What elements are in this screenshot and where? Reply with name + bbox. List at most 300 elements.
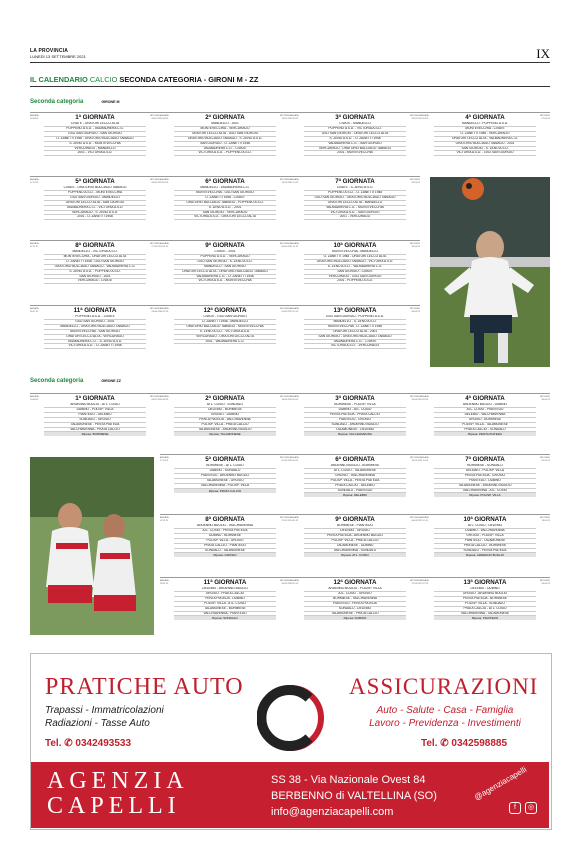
banner-rule	[30, 86, 550, 87]
match-row: PENTA PIATEDA - PRATA CALCIO	[304, 413, 406, 418]
match-row: VALCHIAVENNA - TALAMONESE	[434, 612, 536, 617]
match-row: CIVATE - GSO SAN GIORGIO	[174, 315, 276, 320]
bye-team: Riposa: BORMIESE	[44, 432, 146, 436]
match-row: PIANTEDO - DUBINO	[434, 479, 536, 484]
match-row: ORATORI LECCO ALTA - MANDELLO	[304, 201, 406, 206]
match-row: MONTEVECCHIA - MANDELLO	[304, 250, 406, 255]
matchday-title: 10ª GIORNATA	[333, 242, 377, 249]
match-row: O. ZANETTI 1948 - ORATORI LECCO ALTA	[304, 255, 406, 260]
match-row: SAN GIORGIO - S. ZENO A.S.D.	[434, 147, 536, 152]
match-row: POPPENO A.S.D. - VICTORIA A.S.D.	[304, 127, 406, 132]
match-row: VERCURAGO - CIVATE	[44, 279, 146, 284]
match-row: ATL. COSIO - SONDALO	[174, 403, 276, 408]
bye-team: Riposa: DUBINO	[304, 616, 406, 620]
ritorno-date: RITORNO 06.03.22	[149, 179, 160, 184]
match-list	[174, 464, 276, 489]
match-row: SAN GIORGIO - 2001	[44, 275, 146, 280]
banner-kicker: IL CALENDARIO	[30, 75, 88, 84]
facebook-icon[interactable]: f	[509, 802, 521, 814]
match-list	[174, 587, 276, 616]
match-row: BORMIESE - SONDALO	[434, 464, 536, 469]
match-row: VERCURAGO - S. ZENO A.S.D.	[44, 211, 146, 216]
ritorno-date: RITORNO 27.03.22	[149, 243, 160, 248]
match-list	[304, 122, 406, 156]
section-group: GIRONE M	[101, 100, 120, 104]
match-row: MONTEVECCHIA - SAN GIORGIO	[44, 330, 146, 335]
match-row: SONDALO - TALAMONESE	[174, 549, 276, 554]
bye-team: Riposa: GROSIO	[174, 553, 276, 557]
matchday-card	[160, 514, 290, 557]
match-row: ATL. COSIO - DELEBIO	[434, 524, 536, 529]
ad-left-phone[interactable]: Tel. ✆ 0342493533	[45, 738, 132, 749]
bye-team: Riposa: PENTA PIATEDA	[434, 432, 536, 436]
match-list	[304, 403, 406, 432]
match-row: ATL. COSIO - TALAMONESE	[304, 469, 406, 474]
match-row: MANDELLO - VALMADRERA C.G.	[174, 186, 276, 191]
match-row: DUBINO - SONDALO	[174, 469, 276, 474]
matchday-title: 5ª GIORNATA	[205, 456, 245, 463]
match-row: O. ZANETTI 1948 - GSO SAN GIORGIO	[44, 260, 146, 265]
match-row: PENTA PIATEDA - VALCHIAVENNA	[174, 418, 276, 423]
match-row: PIANTEDO - TALAMONESE	[434, 539, 536, 544]
match-row: MONTEVECCHIA - VERCURAGO	[174, 127, 276, 132]
page-banner	[30, 75, 258, 84]
match-row: SONDALO - PIANTEDO	[304, 489, 406, 494]
matchday-card	[290, 240, 420, 284]
andata-date: ANDATA 07.11.21	[160, 517, 169, 522]
ritorno-date: RITORNO 08.05.22	[409, 308, 420, 313]
football-action-photo	[430, 177, 550, 367]
match-row: 2001 - POPPENO A.S.D.	[304, 279, 406, 284]
match-row: GSO SAN GIORGIO - ORATORIO BULCIAGO TABIAGO	[304, 196, 406, 201]
match-row: TALAMONESE - ARDENNO BUGLIO	[434, 484, 536, 489]
matchday-title: 3ª GIORNATA	[335, 395, 375, 402]
matchday-card	[30, 112, 160, 156]
publication-date: LUNEDÌ 13 SETTEMBRE 2021	[30, 54, 86, 59]
match-row: BORMIESE - ATL. COSIO	[174, 464, 276, 469]
matchday-title: 2ª GIORNATA	[205, 395, 245, 402]
matchday-title: 3ª GIORNATA	[335, 114, 375, 121]
match-row: ORATORIO BULCIAGO TABIAGO - VALMADRERA C.G.	[44, 265, 146, 270]
match-row: VALCHIAVENNA - PRATA CALCIO	[44, 428, 146, 433]
match-row: ORATORI LECCO ALTA - SAN GIORGIO	[44, 201, 146, 206]
match-row: ORATORI LECCO ALTA - 2001	[304, 330, 406, 335]
match-row: O. ZANETTI 1948 - VERCURAGO	[434, 132, 536, 137]
match-row: ARDENNO BUGLIO - POLISP. VILLA	[304, 587, 406, 592]
match-row: ORATORIO BULCIAGO TABIAGO - S. ZENO A.S.D.	[174, 137, 276, 142]
match-row: VICTORIA A.S.D. - ORATORI LECCO ALTA	[174, 215, 276, 220]
match-list	[44, 403, 146, 432]
match-row: VICTORIA A.S.D. - SAN GIORGIO	[304, 211, 406, 216]
match-row: VALMADRERA C.G. - CIVATE	[174, 147, 276, 152]
section-girone-zz	[30, 378, 121, 384]
ritorno-date: RITORNO 10.04.22	[409, 243, 420, 248]
ritorno-date: RITORNO 01.05.22	[279, 308, 290, 313]
match-row: PENTA PIATEDA - ARDENNO BUGLIO	[304, 534, 406, 539]
section-girone-m	[30, 99, 120, 105]
page-number: IX	[536, 46, 550, 61]
ad-social-handle[interactable]: @agenziacapelli	[472, 764, 529, 803]
matchday-title: 7ª GIORNATA	[465, 456, 505, 463]
banner-title: SECONDA CATEGORIA - GIRONI M - ZZ	[119, 75, 259, 84]
ad-right-phone[interactable]: Tel. ✆ 0342598885	[421, 738, 508, 749]
match-list	[434, 464, 536, 493]
match-row: GSO SAN GIORGIO - S. ZENO A.S.D.	[174, 260, 276, 265]
match-row: S. ZENO A.S.D. - O. ZANETTI 1948	[304, 137, 406, 142]
match-row: GROSIO - DUBINO	[174, 413, 276, 418]
match-row: VALMADRERA C.G. - O. ZANETTI 1948	[174, 275, 276, 280]
ritorno-date: RITORNO 20.03.22	[409, 179, 420, 184]
match-row: MANDELLO - POPPENO A.S.D.	[434, 122, 536, 127]
matchday-title: 13ª GIORNATA	[333, 307, 377, 314]
matchday-title: 6ª GIORNATA	[205, 178, 245, 185]
match-row: TALAMONESE - ARDENNO BUGLIO	[174, 428, 276, 433]
matchday-title: 2ª GIORNATA	[205, 114, 245, 121]
match-row: DELEBIO - VALCHIAVENNA	[434, 413, 536, 418]
match-list	[304, 587, 406, 616]
match-row: VALMADRERA C.G. - CIVATE	[304, 340, 406, 345]
match-list	[434, 587, 536, 616]
matchday-title: 7ª GIORNATA	[335, 178, 375, 185]
agency-advertisement	[30, 653, 552, 830]
match-row: GSO SAN GIORGIO - MANDELLO	[44, 196, 146, 201]
matchday-card	[290, 514, 420, 557]
match-list	[174, 250, 276, 284]
match-row: S. ZENO A.S.D. - 2001	[174, 206, 276, 211]
match-row: PIANTEDO - PENTA PIATEDA	[304, 602, 406, 607]
match-row: VICTORIA A.S.D. - VERCURAGO	[304, 344, 406, 349]
match-row: VALMADRERA C.G. - S. ZENO A.S.D.	[44, 340, 146, 345]
matchday-title: 8ª GIORNATA	[75, 242, 115, 249]
andata-date: ANDATA 26.09.21	[160, 115, 169, 120]
matchday-title: 9ª GIORNATA	[335, 516, 375, 523]
match-row: ARDENNO BUGLIO - ATL. COSIO	[44, 403, 146, 408]
match-row: VALCHIAVENNA - PIANTEDO	[174, 612, 276, 617]
matchday-title: 1ª GIORNATA	[75, 114, 115, 121]
match-row: GSO SAN GIORGIO - ORATORI LECCO ALTA	[304, 132, 406, 137]
ad-logo	[257, 684, 325, 752]
match-row: PENTA PIATEDA - BORMIESE	[434, 597, 536, 602]
andata-date: ANDATA 28.11.21	[30, 308, 39, 313]
match-row: VERCURAGO - MANDELLO	[44, 147, 146, 152]
matchday-title: 5ª GIORNATA	[75, 178, 115, 185]
matchday-card	[290, 176, 420, 220]
ritorno-date: RITORNO 06.02.22	[149, 115, 160, 120]
match-row: GROSIO - ARDENNO BUGLIO	[434, 592, 536, 597]
match-row: MONTEVECCHIA - O. ZANETTI 1948	[304, 325, 406, 330]
andata-date: ANDATA 05.12.21	[290, 580, 299, 585]
match-row: PIANTEDO - ARDENNO BUGLIO	[174, 474, 276, 479]
matchday-title: 1ª GIORNATA	[75, 395, 115, 402]
match-row: TALAMONESE - DELEBIO	[304, 428, 406, 433]
match-row: SONDALO - ARDENNO BUGLIO	[304, 423, 406, 428]
match-row: ATL. COSIO - GROSIO	[304, 592, 406, 597]
andata-date: ANDATA 21.11.21	[420, 517, 429, 522]
match-row: PRATA CALCIO - ATL. COSIO	[434, 607, 536, 612]
matchday-title: 12ª GIORNATA	[333, 579, 377, 586]
match-row: PRATA CALCIO - DELEBIO	[304, 484, 406, 489]
match-row: VALCHIAVENNA - POLISP. VILLA	[174, 484, 276, 489]
bye-team: Riposa: PRATA CALCIO	[174, 489, 276, 493]
match-list	[44, 315, 146, 349]
match-row: BORMIESE - PIANTEDO	[304, 524, 406, 529]
matchday-card	[290, 305, 420, 349]
andata-date: ANDATA 03.10.21	[290, 115, 299, 120]
match-row: VERCURAGO - ORATORI LECCO ALTA	[174, 335, 276, 340]
match-row: SONDALO - PENTA PIATEDA	[434, 549, 536, 554]
match-row: ORATORIO BULCIAGO TABIAGO - 2001	[434, 142, 536, 147]
match-list	[304, 524, 406, 553]
match-row: POLISP. VILLA - ATL. COSIO	[174, 602, 276, 607]
ritorno-date: RITORNO 13.03.22	[279, 179, 290, 184]
match-row: POLISP. VILLA - PENTA PIATEDA	[304, 479, 406, 484]
match-row: GROSIO - POLISP. VILLA	[434, 534, 536, 539]
matchday-title: 9ª GIORNATA	[205, 242, 245, 249]
match-row: VERCURAGO - ORATORIO BULCIAGO TABIAGO	[304, 147, 406, 152]
ritorno-date: RITORNO 20.02.22	[409, 115, 420, 120]
match-row: CIVATE - S. ZENO A.S.D.	[304, 186, 406, 191]
match-row: DELEBIO - ARDENNO BUGLIO	[174, 587, 276, 592]
andata-date: ANDATA 26.09.21	[160, 396, 169, 401]
matchday-card	[30, 240, 160, 284]
section-label: Seconda categoria	[30, 99, 84, 105]
match-row: PENTA PIATEDA - DUBINO	[174, 597, 276, 602]
match-list	[44, 186, 146, 220]
match-row: PIANTEDO - GROSIO	[304, 418, 406, 423]
andata-date: ANDATA 10.10.21	[420, 396, 429, 401]
match-list	[434, 122, 536, 156]
match-list	[304, 315, 406, 349]
andata-date: ANDATA 17.10.21	[30, 179, 39, 184]
match-list	[304, 186, 406, 220]
bye-team: Riposa: ARDENNO BUGLIO	[434, 553, 536, 557]
match-row: PENTA PIATEDA - GROSIO	[434, 474, 536, 479]
match-row: ARDENNO BUGLIO - BORMIESE	[304, 464, 406, 469]
match-row: SAN GIORGIO - ORATORIO BULCIAGO TABIAGO	[304, 335, 406, 340]
andata-date: ANDATA 19.09.21	[30, 396, 39, 401]
match-row: POPPENO A.S.D. - CIVATE	[44, 315, 146, 320]
match-row: MONTEVECCHIA - GSO SAN GIORGIO	[174, 191, 276, 196]
matchday-card	[420, 514, 550, 557]
ad-agency-name: AGENZIA CAPELLI	[47, 768, 189, 819]
match-list	[304, 464, 406, 493]
match-row: TALAMONESE - PENTA PIATEDA	[44, 423, 146, 428]
match-row: VERCURAGO - GSO SAN GIORGIO	[304, 275, 406, 280]
andata-date: ANDATA 05.12.21	[160, 308, 169, 313]
match-row: O. ZANETTI 1948 - CIVATE	[174, 196, 276, 201]
bye-team: Riposa: DELEBIO	[304, 493, 406, 497]
team-celebration-photo	[30, 457, 154, 635]
match-row: O. ZANETTI 1948 - ORATORIO BULCIAGO TABIAGO	[44, 137, 146, 142]
match-row: CIVATE - ORATORIO BULCIAGO TABIAGO	[44, 186, 146, 191]
match-row: MANDELLO - S. ZENO A.S.D.	[304, 320, 406, 325]
ritorno-date: RITORNO 06.03.22	[409, 517, 420, 522]
ritorno-date: RITORNO 13.02.22	[279, 115, 290, 120]
matchday-title: 4ª GIORNATA	[465, 395, 505, 402]
andata-date: ANDATA 31.10.21	[290, 179, 299, 184]
matchday-card	[420, 454, 550, 497]
match-list	[44, 122, 146, 156]
match-row: BORMIESE - POLISP. VILLA	[304, 403, 406, 408]
match-row: DUBINO - POLISP. VILLA	[44, 408, 146, 413]
ritorno-date: RITORNO 27.02.22	[279, 517, 290, 522]
ad-address: SS 38 - Via Nazionale Ovest 84 BERBENNO di VALTELLINA (SO) info@agenziacapelli.com	[271, 774, 437, 818]
matchday-card	[160, 454, 290, 493]
matchday-card	[160, 305, 290, 344]
match-row: VALMADRERA C.G. - MONTEVECCHIA	[304, 206, 406, 211]
match-row: VICTORIA A.S.D. - MONTEVECCHIA	[174, 279, 276, 284]
match-row: MANDELLO - SAN GIORGIO	[174, 265, 276, 270]
matchday-card	[290, 112, 420, 156]
match-row: MANDELLO - 2001	[174, 122, 276, 127]
match-row: VALMADRERA C.G. - VICTORIA A.S.D.	[44, 206, 146, 211]
match-row: SONDALO - DELEBIO	[304, 607, 406, 612]
ad-right-services: Auto - Salute - Casa - Famiglia Lavoro - Previdenza - Investimenti	[369, 705, 521, 729]
match-list	[174, 315, 276, 344]
matchday-card	[420, 577, 550, 620]
ritorno-date: RITORNO 23.04.22	[409, 396, 420, 401]
match-list	[174, 524, 276, 553]
match-row: 2001 - MONTEVECCHIA	[304, 151, 406, 156]
match-row: VICTORIA A.S.D. - POPPENO A.S.D.	[174, 151, 276, 156]
match-list	[44, 250, 146, 284]
bye-team: Riposa: VALCHIAVENNA	[304, 432, 406, 436]
match-row: DELEBIO - POLISP. VILLA	[434, 469, 536, 474]
match-list	[174, 403, 276, 432]
andata-date: ANDATA 28.11.21	[160, 580, 169, 585]
matchday-title: 13ª GIORNATA	[463, 579, 507, 586]
match-row: DELEBIO - DUBINO	[434, 587, 536, 592]
match-row: CIVATE - MANDELLO	[304, 122, 406, 127]
match-row: DELEBIO - GROSIO	[304, 529, 406, 534]
match-row: BORMIESE - VALCHIAVENNA	[304, 597, 406, 602]
page-header	[30, 48, 550, 59]
instagram-icon[interactable]: ◎	[525, 802, 537, 814]
match-row: PRATA CALCIO - PIANTEDO	[174, 544, 276, 549]
andata-date: ANDATA 10.10.21	[420, 115, 429, 120]
match-row: VALCHIAVENNA - SONDALO	[304, 549, 406, 554]
bye-team: Riposa: ATL. COSIO	[304, 553, 406, 557]
matchday-card	[290, 454, 420, 497]
andata-date: ANDATA 24.10.21	[160, 179, 169, 184]
match-row: S. ZENO A.S.D. - VICTORIA A.S.D.	[174, 330, 276, 335]
ritorno-date: RITORNO 24.04.22	[149, 308, 160, 313]
match-row: MONTEVECCHIA - CIVATE	[434, 127, 536, 132]
matchday-card	[420, 112, 550, 156]
match-row: VICTORIA A.S.D. - O. ZANETTI 1948	[44, 344, 146, 349]
section-group: GIRONE ZZ	[101, 379, 121, 383]
ritorno-date: RITORNO 20.02.22	[539, 457, 550, 462]
header-rule	[30, 62, 550, 63]
match-list	[434, 524, 536, 553]
bye-team: Riposa: TALAMONESE	[174, 432, 276, 436]
match-list	[174, 122, 276, 156]
match-row: SONDALO - GROSIO	[44, 418, 146, 423]
match-row: ORATORI LECCO ALTA - VERCURAGO	[44, 335, 146, 340]
match-row: 2001 - VALMADRERA C.G.	[174, 340, 276, 345]
match-row: GROSIO - BORMIESE	[434, 418, 536, 423]
match-row: MONTEVECCHIA - ORATORI LECCO ALTA	[44, 255, 146, 260]
match-row: ORATORIO BULCIAGO TABIAGO - MONTEVECCHIA	[174, 325, 276, 330]
match-row: ATL. COSIO - PIANTEDO	[434, 408, 536, 413]
match-row: POLISP. VILLA - GROSIO	[174, 539, 276, 544]
matchday-card	[160, 577, 290, 620]
matchday-title: 12ª GIORNATA	[203, 307, 247, 314]
bye-team: Riposa: PIANTEDO	[434, 616, 536, 620]
ad-right-title: ASSICURAZIONI	[349, 674, 539, 699]
matchday-title: 6ª GIORNATA	[335, 456, 375, 463]
match-row: SAN GIORGIO - O. ZANETTI 1948	[174, 142, 276, 147]
match-row: POLISP. VILLA - PRATA CALCIO	[174, 423, 276, 428]
match-row: ORATORI LECCO ALTA - ORATORIO BULCIAGO TABIAGO	[174, 270, 276, 275]
match-row: ORATORI LECCO ALTA - GSO SAN GIORGIO	[174, 132, 276, 137]
match-row: POLISP. VILLA - SONDALO	[434, 602, 536, 607]
match-row: DELEBIO - BORMIESE	[174, 408, 276, 413]
match-row: VALCHIAVENNA - ATL. COSIO	[434, 489, 536, 494]
match-row: S. ZENO A.S.D. - MONTEVECCHIA	[44, 142, 146, 147]
matchday-title: 8ª GIORNATA	[205, 516, 245, 523]
match-row: MANDELLO - VICTORIA A.S.D.	[44, 250, 146, 255]
andata-date: ANDATA 12.12.21	[290, 308, 299, 313]
match-row: DUBINO - VALCHIAVENNA	[434, 529, 536, 534]
matchday-card	[30, 393, 160, 436]
match-row: POPPENO A.S.D. - O. ZANETTI 1948	[304, 191, 406, 196]
match-row: ARDENNO BUGLIO - VALCHIAVENNA	[174, 524, 276, 529]
andata-date: ANDATA 17.10.21	[160, 457, 169, 462]
match-row: ARDENNO BUGLIO - DUBINO	[434, 403, 536, 408]
matchday-card	[160, 112, 290, 156]
match-row: SAN GIORGIO - VERCURAGO	[174, 211, 276, 216]
match-row: GSO SAN GIORGIO - SAN GIORGIO	[44, 132, 146, 137]
match-row: SAN GIORGIO - CIVATE	[304, 270, 406, 275]
match-row: TALAMONESE - PRATA CALCIO	[304, 612, 406, 617]
matchday-card	[30, 305, 160, 349]
matchday-card	[160, 240, 290, 284]
match-row: TALAMONESE - GROSIO	[174, 479, 276, 484]
andata-date: ANDATA 03.10.21	[290, 396, 299, 401]
ritorno-date: RITORNO 07.05.22	[279, 457, 290, 462]
ritorno-date: RITORNO 27.03.22	[409, 580, 420, 585]
andata-date: ANDATA 14.11.21	[160, 243, 169, 248]
matchday-card	[290, 393, 420, 436]
matchday-title: 11ª GIORNATA	[73, 307, 117, 314]
ad-left-title: PRATICHE AUTO	[45, 674, 244, 700]
match-row: PRATA CALCIO - BORMIESE	[434, 544, 536, 549]
match-list	[304, 250, 406, 284]
matchday-card	[30, 176, 160, 220]
match-row: POLISP. VILLA - TALAMONESE	[434, 423, 536, 428]
match-row: GSO SAN GIORGIO - POPPENO A.S.D.	[304, 315, 406, 320]
section-label: Seconda categoria	[30, 378, 84, 384]
match-row: ORATORI LECCO ALTA - VALMADRERA C.G.	[434, 137, 536, 142]
andata-date: ANDATA 31.10.21	[420, 457, 429, 462]
ritorno-date: RITORNO 03.04.22	[279, 243, 290, 248]
ritorno-date: RITORNO 30.04.22	[539, 396, 550, 401]
matchday-card	[420, 393, 550, 436]
ritorno-date: RITORNO 20.03.22	[279, 580, 290, 585]
matchday-card	[160, 393, 290, 436]
publication-name: LA PROVINCIA	[30, 48, 69, 54]
ritorno-date: RITORNO 27.02.22	[539, 115, 550, 120]
match-row: ATL. COSIO - PENTA PIATEDA	[174, 529, 276, 534]
match-row: O. ZANETTI 1948 - MANDELLO	[174, 320, 276, 325]
match-row: ORATORIO BULCIAGO TABIAGO - POPPENO A.S.D.	[174, 201, 276, 206]
matchday-title: 4ª GIORNATA	[465, 114, 505, 121]
match-row: DUBINO - ATL. COSIO	[304, 408, 406, 413]
match-row: VICTORIA A.S.D. - GSO SAN GIORGIO	[434, 151, 536, 156]
matchday-card	[290, 577, 420, 620]
match-row: PRATA CALCIO - SONDALO	[434, 428, 536, 433]
